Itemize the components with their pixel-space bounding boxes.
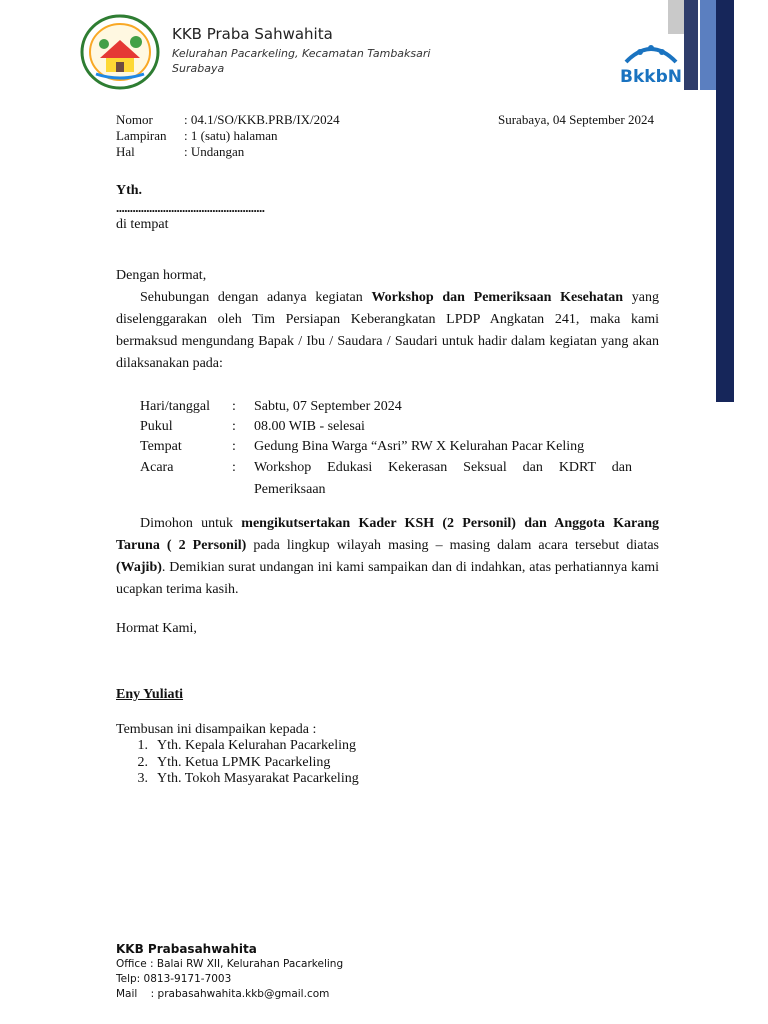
footer-office: Office : Balai RW XII, Kelurahan Pacarkeling <box>116 958 344 970</box>
detail-row <box>140 437 632 457</box>
decor-bar-navy <box>684 0 698 90</box>
paragraph-2-text-end: . Demikian surat undangan ini kami sampaikan dan di indahkan, atas perhatiannya kami ucapkan terima kasih. <box>116 560 659 597</box>
recipient-dots: ...................................................... <box>116 200 265 215</box>
list-item <box>116 738 359 755</box>
list-text: Yth. Kepala Kelurahan Pacarkeling <box>157 738 357 753</box>
detail-label: Tempat <box>140 439 182 454</box>
detail-colon: : <box>232 399 236 414</box>
paragraph-1-text-end: yang diselenggarakan oleh Tim Persiapan Keberangkatan LPDP Angkatan 241, maka kami bermaksud mengundang Bapak / Ibu / Saudara / Saudari untuk hadir dalam kegiatan yang akan dilaksanakan pada: <box>116 290 659 371</box>
closing: Hormat Kami, <box>116 621 197 636</box>
list-item <box>116 755 359 772</box>
nomor-label: Nomor <box>116 112 153 127</box>
detail-row <box>140 397 632 417</box>
detail-value: Workshop Edukasi Kekerasan Seksual dan KDRT dan Pemeriksaan <box>254 460 632 497</box>
address-line-1: Kelurahan Pacarkeling, Kecamatan Tambaksari <box>172 47 431 60</box>
letter-date: Surabaya, 04 September 2024 <box>498 112 654 127</box>
letter-meta <box>116 112 340 160</box>
list-text: Yth. Tokoh Masyarakat Pacarkeling <box>157 771 359 786</box>
list-number: 1. <box>137 738 148 753</box>
decor-bar-dark <box>716 0 734 402</box>
detail-colon: : <box>232 419 236 434</box>
signatory-name: Eny Yuliati <box>116 687 184 702</box>
nomor-value: : 04.1/SO/KKB.PRB/IX/2024 <box>184 112 340 127</box>
bkkbn-logo <box>618 40 684 88</box>
list-number: 2. <box>137 754 148 770</box>
detail-value: Gedung Bina Warga “Asri” RW X Kelurahan Pacar Keling <box>254 439 585 454</box>
cc-list <box>116 738 359 788</box>
event-name: Workshop dan Pemeriksaan Kesehatan <box>371 290 624 305</box>
bkkbn-text: BkkbN <box>620 67 682 87</box>
org-name: KKB Praba Sahwahita <box>172 25 333 43</box>
footer-phone: Telp: 0813-9171-7003 <box>116 973 232 985</box>
detail-label: Acara <box>140 460 174 475</box>
footer-org: KKB Prabasahwahita <box>116 942 257 956</box>
lampiran-value: : 1 (satu) halaman <box>184 128 278 143</box>
mandatory-note: (Wajib) <box>116 560 162 575</box>
event-details <box>140 397 632 501</box>
paragraph-1-text: Sehubungan dengan adanya kegiatan <box>140 290 372 305</box>
paragraph-1 <box>116 287 659 375</box>
paragraph-2-text-mid: pada lingkup wilayah masing – masing dalam acara tersebut diatas <box>246 538 659 553</box>
footer-mail: Mail : prabasahwahita.kkb@gmail.com <box>116 988 330 1000</box>
list-number: 3. <box>137 771 148 786</box>
recipient-location: di tempat <box>116 217 169 232</box>
detail-value: 08.00 WIB - selesai <box>254 419 365 434</box>
hal-value: : Undangan <box>184 144 245 159</box>
recipient-yth: Yth. <box>116 183 143 198</box>
bkkbn-people-icon <box>618 40 684 64</box>
org-address <box>172 46 430 76</box>
list-item <box>116 771 359 788</box>
detail-colon: : <box>232 439 236 454</box>
address-line-2: Surabaya <box>172 62 225 75</box>
detail-colon: : <box>232 460 236 475</box>
detail-label: Pukul <box>140 419 173 434</box>
cc-intro: Tembusan ini disampaikan kepada : <box>116 722 317 737</box>
lampiran-label: Lampiran <box>116 128 167 143</box>
list-text: Yth. Ketua LPMK Pacarkeling <box>157 754 331 770</box>
decor-bar-blue <box>700 0 716 90</box>
greeting: Dengan hormat, <box>116 268 207 283</box>
detail-label: Hari/tanggal <box>140 399 210 414</box>
decor-bar-gray <box>668 0 684 34</box>
hal-label: Hal <box>116 144 135 159</box>
footer <box>116 941 343 1002</box>
paragraph-2 <box>116 513 659 601</box>
paragraph-2-text: Dimohon untuk <box>140 516 242 531</box>
detail-value: Sabtu, 07 September 2024 <box>254 399 402 414</box>
detail-row <box>140 457 632 501</box>
kkb-logo <box>78 12 168 92</box>
detail-row <box>140 417 632 437</box>
participants-request: mengikutsertakan Kader KSH (2 Personil) dan Anggota Karang Taruna ( 2 Personil) <box>116 516 659 553</box>
